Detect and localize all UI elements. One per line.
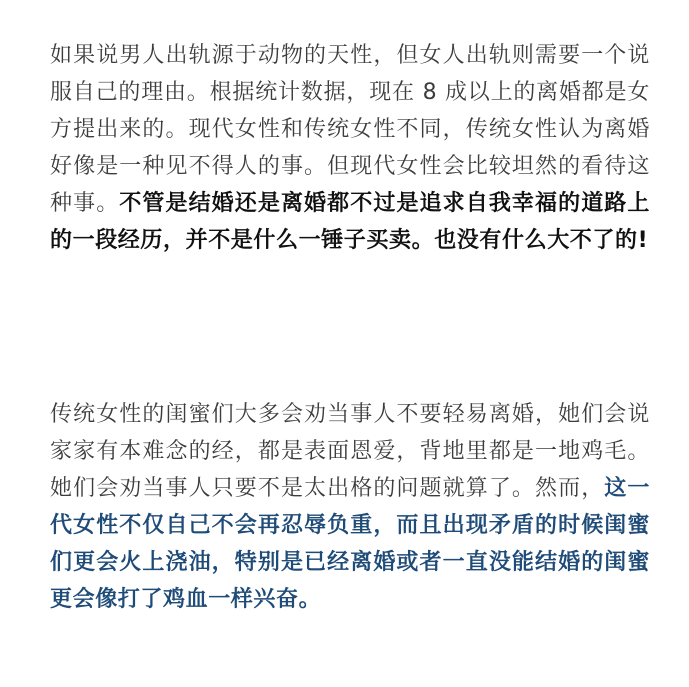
paragraph-2	[50, 396, 650, 618]
paragraph-1	[50, 37, 650, 259]
paragraph-1-text: 如果说男人出轨源于动物的天性，但女人出轨则需要一个说服自己的理由。根据统计数据，现在 8 成以上的离婚都是女方提出来的。现代女性和传统女性不同，传统女性认为离婚好像是一种见不得人的事。但现代女性会比较坦然的看待这种事。	[50, 43, 650, 216]
paragraph-1-bold-emphasis: 不管是结婚还是离婚都不过是追求自我幸福的道路上的一段经历，并不是什么一锤子买卖。也没有什么大不了的!	[50, 191, 650, 253]
paragraph-2-text: 传统女性的闺蜜们大多会劝当事人不要轻易离婚，她们会说家家有本难念的经，都是表面恩爱，背地里都是一地鸡毛。她们会劝当事人只要不是太出格的问题就算了。然而，	[50, 402, 650, 501]
paragraph-2-blue-emphasis: 这一代女性不仅自己不会再忍辱负重，而且出现矛盾的时候闺蜜们更会火上浇油，特别是已经离婚或者一直没能结婚的闺蜜更会像打了鸡血一样兴奋。	[50, 476, 650, 612]
